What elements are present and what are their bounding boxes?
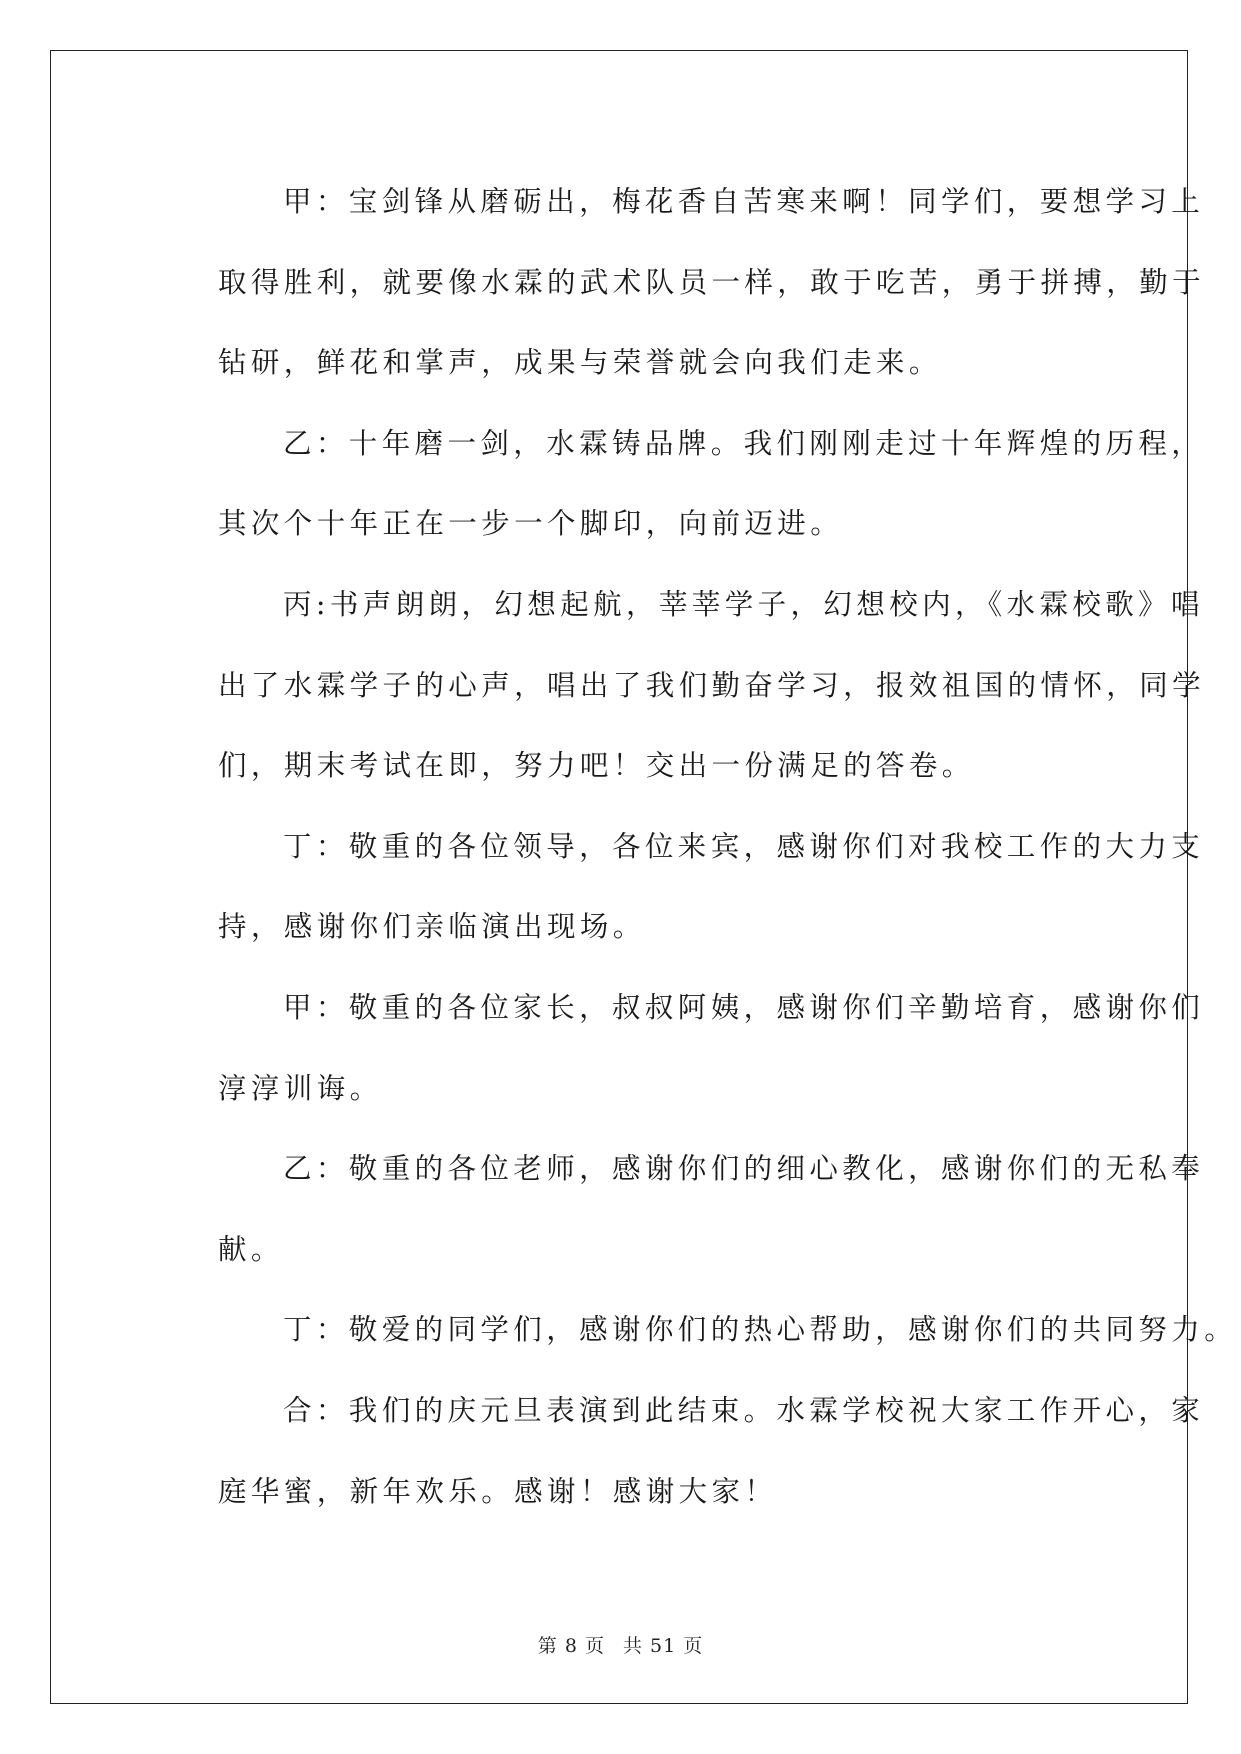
paragraph-line: 丁：敬重的各位领导，各位来宾，感谢你们对我校工作的大力支 [283,829,1205,863]
paragraph-line: 其次个十年正在一步一个脚印，向前迈进。 [218,507,844,541]
paragraph-line: 献。 [218,1232,284,1266]
paragraph-line: 甲：敬重的各位家长，叔叔阿姨，感谢你们辛勤培育，感谢你们 [283,990,1205,1024]
paragraph-line: 丁：敬爱的同学们，感谢你们的热心帮助，感谢你们的共同努力。 [283,1313,1238,1347]
paragraph-2 [153,404,1205,565]
paragraph-line: 合：我们的庆元旦表演到此结束。水霖学校祝大家工作开心，家 [283,1393,1205,1427]
page-total: 共 51 页 [622,1635,704,1657]
paragraph-line: 乙：敬重的各位老师，感谢你们的细心教化，感谢你们的无私奉 [283,1152,1205,1186]
paragraph-line: 庭华蜜，新年欢乐。感谢！感谢大家！ [218,1474,778,1508]
paragraph-line: 们，期末考试在即，努力吧！交出一份满足的答卷。 [218,749,975,783]
paragraph-1 [153,162,1206,404]
page-number: 第 8 页 [537,1635,605,1657]
paragraph-line: 淳淳训诲。 [218,1071,383,1105]
paragraph-line: 甲：宝剑锋从磨砺出，梅花香自苦寒来啊！同学们，要想学习上 [283,185,1205,218]
paragraph-line: 乙：十年磨一剑，水霖铸品牌。我们刚刚走过十年辉煌的历程， [283,426,1205,460]
paragraph-3 [153,565,1206,807]
paragraph-line: 丙:书声朗朗，幻想起航，莘莘学子，幻想校内，《水霖校歌》唱 [283,587,1204,621]
document-body [153,162,1238,1532]
page-footer [0,1631,1241,1658]
paragraph-line: 出了水霖学子的心声，唱出了我们勤奋学习，报效祖国的情怀，同学 [218,668,1206,702]
paragraph-line: 取得胜利，就要像水霖的武术队员一样，敢于吃苦，勇于拼搏，勤于 [218,265,1206,299]
paragraph-8 [153,1371,1205,1532]
paragraph-4 [153,807,1205,968]
paragraph-7 [153,1290,1238,1371]
paragraph-line: 钻研，鲜花和掌声，成果与荣誉就会向我们走来。 [218,346,942,380]
paragraph-6 [153,1129,1205,1290]
paragraph-5 [153,968,1205,1129]
paragraph-line: 持，感谢你们亲临演出现场。 [218,910,646,944]
